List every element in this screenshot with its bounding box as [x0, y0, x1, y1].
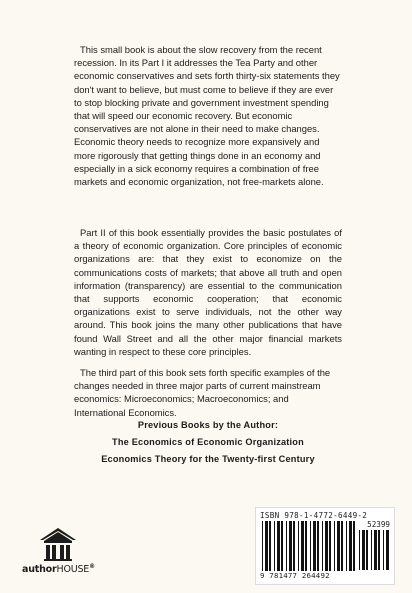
- house-columns-icon: [38, 526, 78, 562]
- previous-books-heading: Previous Books by the Author:: [137, 420, 279, 430]
- publisher-name: [22, 563, 94, 575]
- ean-barcode-bars: [262, 521, 356, 571]
- paragraph-text: This small book is about the slow recovery from the recent recession. In its Part I it addresses the Tea Party and other economic conservatives and sets forth thirty-six statements they don't want to believe, but must come to believe if they are ever to stop blocking private and government investment spending that will speed our economic recovery. But economic conservatives are not alone in their need to make changes. Economic theory needs to recognize more expansively and more rigorously that getting things done in an economy and especially in a sick economy requires a combination of free markets and economic organization, not free-markets alone.: [74, 44, 340, 188]
- previous-book-title-2: Economics Theory for the Twenty-first Century: [101, 454, 315, 464]
- isbn-barcode: [255, 507, 395, 585]
- blurb-paragraph-2: [74, 226, 342, 358]
- paragraph-text: The third part of this book sets forth specific examples of the changes needed in three major parts of current mainstream economics: Microeconomics; Macroeconomics; and International Economics.: [74, 367, 331, 418]
- addon-code: 52399: [367, 520, 390, 529]
- isbn-text: ISBN 978-1-4772-6449-2: [260, 511, 368, 520]
- barcode-digits: 9 781477 264492: [260, 571, 330, 580]
- registered-mark: ®: [89, 563, 95, 570]
- publisher-logo: [22, 526, 94, 584]
- addon-barcode-bars: [359, 530, 390, 570]
- publisher-name-thin: HOUSE: [56, 564, 90, 576]
- blurb-paragraph-1: [74, 43, 342, 188]
- previous-book-title-1: The Economics of Economic Organization: [112, 437, 304, 447]
- previous-books: [74, 420, 342, 471]
- paragraph-text: Part II of this book essentially provides the basic postulates of a theory of economic organization. Core principles of economic organizations are: that they exist to economize on the communications costs of markets; that above all truth and open information (transparency) are essential to the communication that supports economic cooperation; that economic organizations exist to serve individuals, not the other way around. This book joins the many other publications that have found Wall Street and all the other major financial markets wanting in respect to these core principles.: [74, 227, 342, 357]
- blurb-paragraph-3: [74, 366, 342, 419]
- publisher-name-main: author: [22, 564, 57, 576]
